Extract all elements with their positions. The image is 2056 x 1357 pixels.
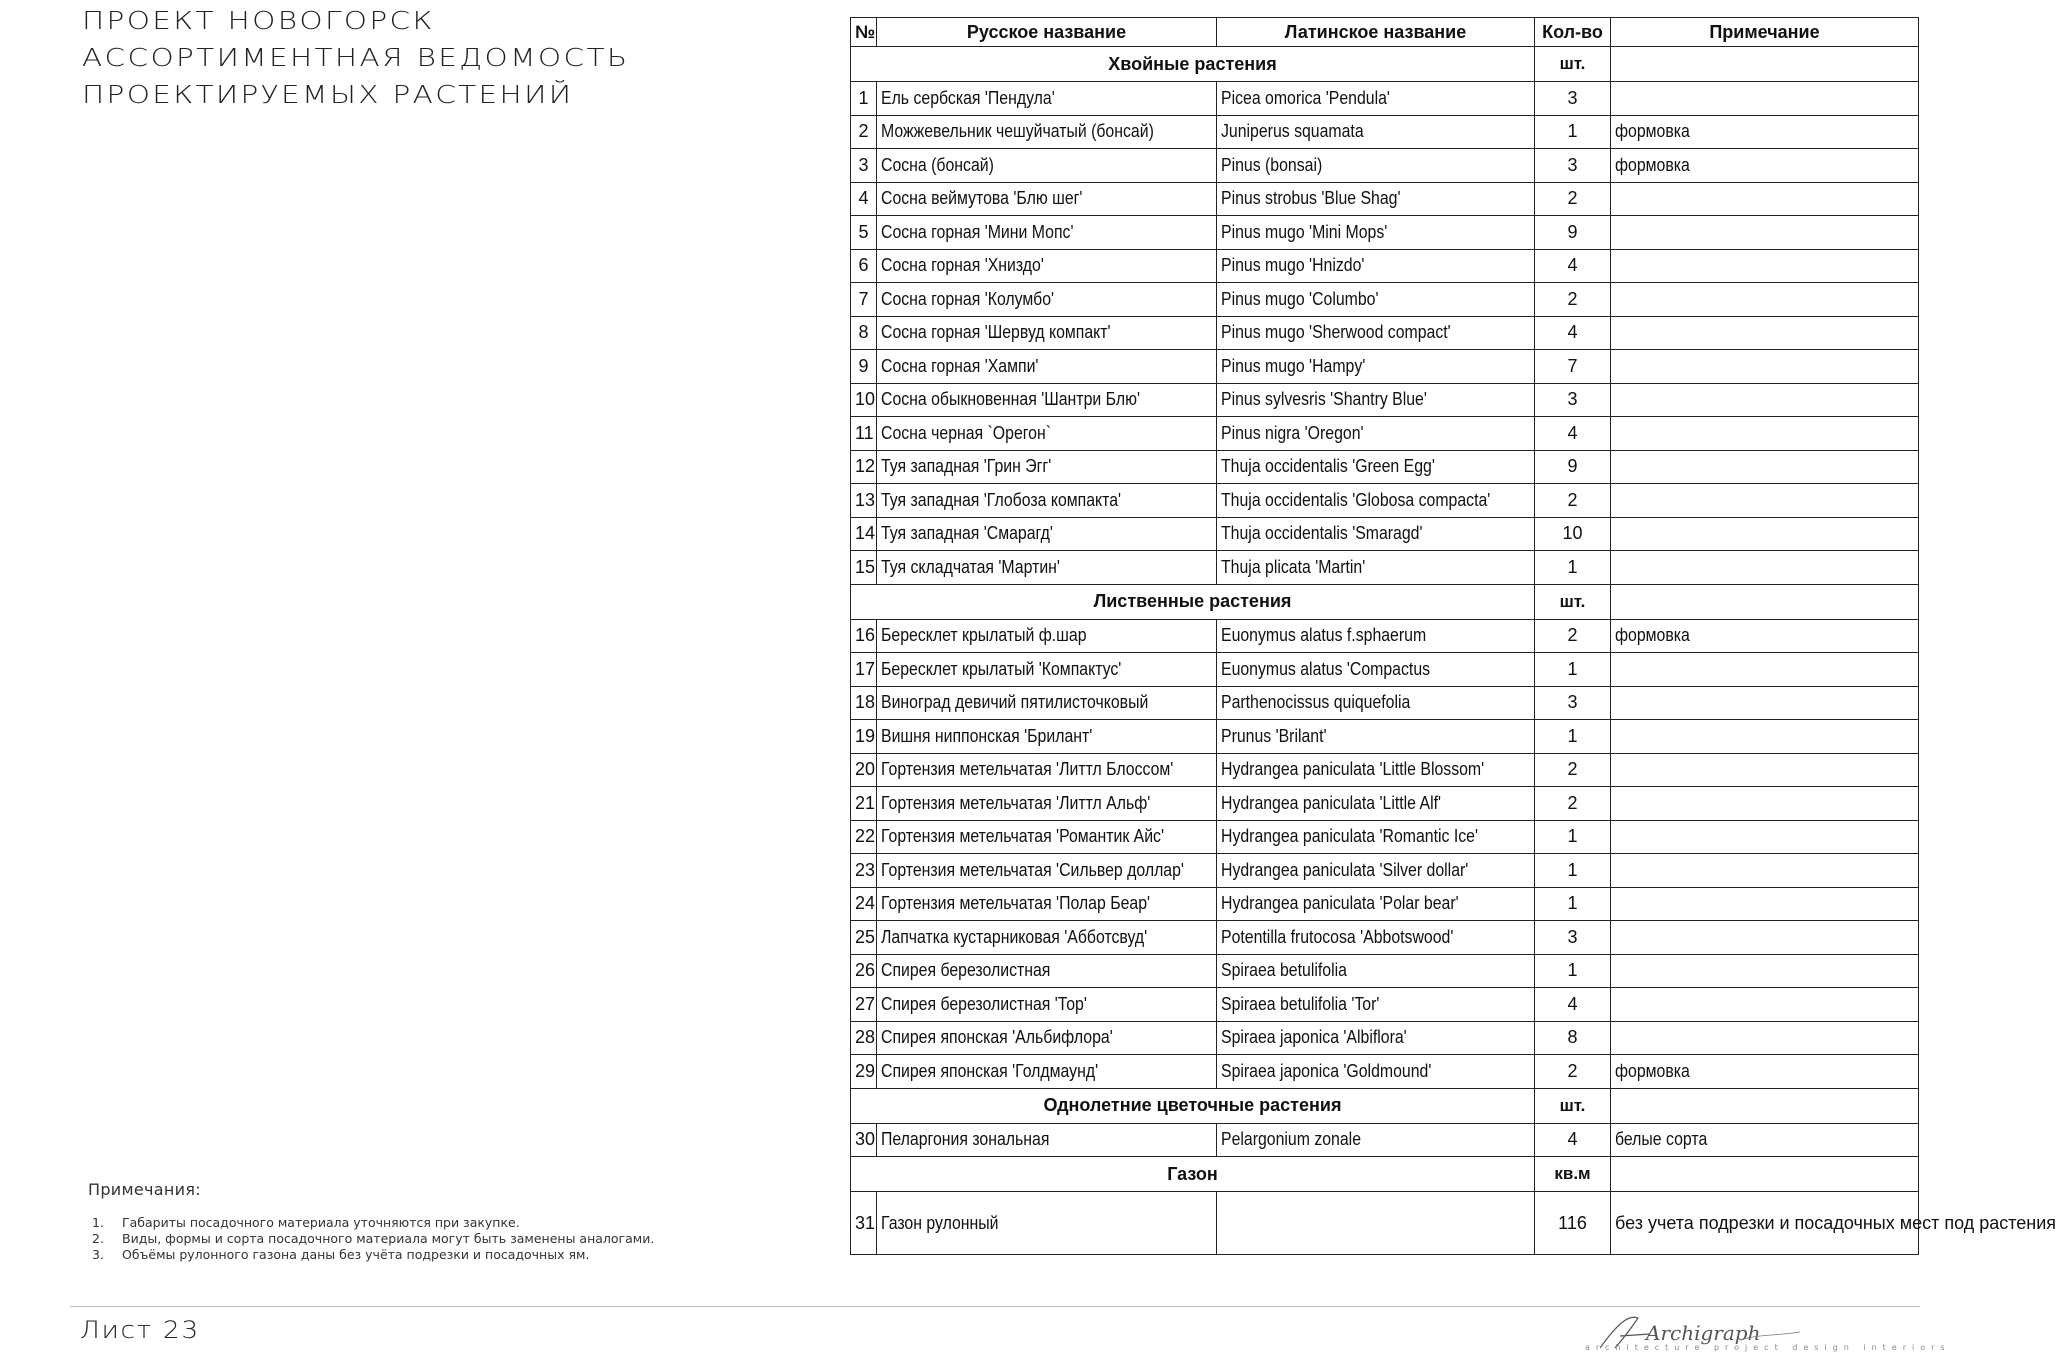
section-note-empty bbox=[1611, 47, 1919, 82]
latin-name-cell bbox=[1217, 720, 1535, 754]
row-number: 7 bbox=[851, 283, 877, 317]
quantity: 7 bbox=[1535, 350, 1611, 384]
title-block bbox=[82, 2, 630, 113]
footer-divider bbox=[70, 1306, 1920, 1307]
notes-title: Примечания: bbox=[88, 1180, 201, 1199]
row-number: 1 bbox=[851, 82, 877, 116]
latin-name-cell bbox=[1217, 820, 1535, 854]
quantity: 1 bbox=[1535, 887, 1611, 921]
quantity: 116 bbox=[1535, 1192, 1611, 1255]
quantity: 2 bbox=[1535, 1055, 1611, 1089]
latin-name-cell bbox=[1217, 653, 1535, 687]
project-title: ПРОЕКТ НОВОГОРСК bbox=[82, 6, 435, 35]
russian-name: Сосна горная 'Шервуд компакт' bbox=[881, 322, 1111, 343]
section-row bbox=[851, 1088, 1919, 1123]
header-latin-name: Латинское название bbox=[1217, 18, 1535, 47]
note: белые сорта bbox=[1615, 1129, 1708, 1150]
note: без учета подрезки и посадочных мест под растения bbox=[1615, 1213, 2056, 1233]
latin-name-cell bbox=[1217, 316, 1535, 350]
row-number: 10 bbox=[851, 383, 877, 417]
russian-name-cell bbox=[877, 182, 1217, 216]
latin-name-cell bbox=[1217, 115, 1535, 149]
quantity: 9 bbox=[1535, 450, 1611, 484]
note-cell bbox=[1611, 954, 1919, 988]
header-no: № bbox=[851, 18, 877, 47]
latin-name-cell bbox=[1217, 753, 1535, 787]
table-row bbox=[851, 350, 1919, 384]
section-title: Газон bbox=[851, 1157, 1535, 1192]
table-row bbox=[851, 383, 1919, 417]
russian-name: Спирея березолистная 'Тор' bbox=[881, 993, 1087, 1014]
russian-name: Гортензия метельчатая 'Романтик Айс' bbox=[881, 826, 1165, 847]
latin-name: Thuja occidentalis 'Globosa compacta' bbox=[1221, 489, 1491, 510]
row-number: 12 bbox=[851, 450, 877, 484]
table-row bbox=[851, 517, 1919, 551]
russian-name-cell bbox=[877, 686, 1217, 720]
russian-name: Сосна веймутова 'Блю шег' bbox=[881, 188, 1083, 209]
note-cell bbox=[1611, 787, 1919, 821]
note-cell bbox=[1611, 216, 1919, 250]
latin-name: Pinus mugo 'Hnizdo' bbox=[1221, 255, 1365, 276]
row-number: 18 bbox=[851, 686, 877, 720]
row-number: 15 bbox=[851, 551, 877, 585]
quantity: 4 bbox=[1535, 316, 1611, 350]
section-unit: шт. bbox=[1535, 47, 1611, 82]
russian-name: Спирея японская 'Голдмаунд' bbox=[881, 1060, 1099, 1081]
russian-name: Спирея японская 'Альбифлора' bbox=[881, 1027, 1113, 1048]
quantity: 3 bbox=[1535, 149, 1611, 183]
russian-name-cell bbox=[877, 1123, 1217, 1157]
note-text: Габариты посадочного материала уточняются при закупке. bbox=[122, 1215, 520, 1230]
logo-tagline: architecture project design interiors bbox=[1585, 1343, 1951, 1352]
latin-name-cell bbox=[1217, 249, 1535, 283]
russian-name: Гортензия метельчатая 'Сильвер доллар' bbox=[881, 859, 1184, 880]
latin-name: Pinus mugo 'Mini Mops' bbox=[1221, 221, 1388, 242]
latin-name-cell bbox=[1217, 551, 1535, 585]
quantity: 1 bbox=[1535, 820, 1611, 854]
logo-text: Archigraph bbox=[1646, 1321, 1761, 1345]
section-unit: шт. bbox=[1535, 584, 1611, 619]
note-number: 1. bbox=[92, 1215, 104, 1230]
row-number: 13 bbox=[851, 484, 877, 518]
latin-name: Hydrangea paniculata 'Silver dollar' bbox=[1221, 859, 1469, 880]
table-row bbox=[851, 450, 1919, 484]
note-number: 3. bbox=[92, 1247, 104, 1262]
russian-name-cell bbox=[877, 249, 1217, 283]
latin-name-cell bbox=[1217, 216, 1535, 250]
latin-name: Juniperus squamata bbox=[1221, 121, 1364, 142]
latin-name-cell bbox=[1217, 686, 1535, 720]
latin-name: Potentilla frutocosa 'Abbotswood' bbox=[1221, 926, 1454, 947]
table-row bbox=[851, 921, 1919, 955]
section-note-empty bbox=[1611, 584, 1919, 619]
latin-name: Thuja plicata 'Martin' bbox=[1221, 556, 1366, 577]
quantity: 2 bbox=[1535, 484, 1611, 518]
row-number: 30 bbox=[851, 1123, 877, 1157]
row-number: 22 bbox=[851, 820, 877, 854]
quantity: 4 bbox=[1535, 417, 1611, 451]
latin-name: Hydrangea paniculata 'Little Alf' bbox=[1221, 792, 1442, 813]
note: формовка bbox=[1615, 1060, 1690, 1081]
latin-name: Pinus strobus 'Blue Shag' bbox=[1221, 188, 1401, 209]
russian-name: Бересклет крылатый 'Компактус' bbox=[881, 658, 1122, 679]
note-cell bbox=[1611, 854, 1919, 888]
section-row bbox=[851, 1157, 1919, 1192]
russian-name: Сосна (бонсай) bbox=[881, 154, 994, 175]
table-header-row bbox=[851, 18, 1919, 47]
russian-name: Туя западная 'Смарагд' bbox=[881, 523, 1053, 544]
note-cell bbox=[1611, 653, 1919, 687]
note-cell bbox=[1611, 1192, 2056, 1255]
row-number: 11 bbox=[851, 417, 877, 451]
table-row bbox=[851, 653, 1919, 687]
quantity: 10 bbox=[1535, 517, 1611, 551]
russian-name-cell bbox=[877, 619, 1217, 653]
document-subtitle: ПРОЕКТИРУЕМЫХ РАСТЕНИЙ bbox=[82, 80, 574, 109]
russian-name-cell bbox=[877, 450, 1217, 484]
russian-name-cell bbox=[877, 954, 1217, 988]
table-body bbox=[851, 47, 2056, 1255]
russian-name-cell bbox=[877, 417, 1217, 451]
note: формовка bbox=[1615, 154, 1690, 175]
russian-name-cell bbox=[877, 149, 1217, 183]
russian-name-cell bbox=[877, 383, 1217, 417]
row-number: 19 bbox=[851, 720, 877, 754]
latin-name-cell bbox=[1217, 417, 1535, 451]
table-row bbox=[851, 988, 1919, 1022]
note-cell bbox=[1611, 686, 1919, 720]
latin-name: Hydrangea paniculata 'Polar bear' bbox=[1221, 893, 1459, 914]
latin-name: Spiraea japonica 'Goldmound' bbox=[1221, 1060, 1432, 1081]
latin-name-cell bbox=[1217, 484, 1535, 518]
russian-name: Газон рулонный bbox=[881, 1212, 999, 1233]
quantity: 3 bbox=[1535, 82, 1611, 116]
latin-name: Thuja occidentalis 'Green Egg' bbox=[1221, 456, 1435, 477]
russian-name-cell bbox=[877, 753, 1217, 787]
latin-name-cell bbox=[1217, 1021, 1535, 1055]
russian-name-cell bbox=[877, 653, 1217, 687]
russian-name: Сосна обыкновенная 'Шантри Блю' bbox=[881, 389, 1140, 410]
latin-name-cell bbox=[1217, 283, 1535, 317]
russian-name-cell bbox=[877, 854, 1217, 888]
russian-name-cell bbox=[877, 787, 1217, 821]
latin-name-cell bbox=[1217, 1055, 1535, 1089]
table-row bbox=[851, 149, 1919, 183]
latin-name-cell bbox=[1217, 82, 1535, 116]
russian-name: Лапчатка кустарниковая 'Абботсвуд' bbox=[881, 926, 1148, 947]
row-number: 9 bbox=[851, 350, 877, 384]
table-row bbox=[851, 115, 1919, 149]
note-cell bbox=[1611, 115, 1919, 149]
russian-name: Виноград девичий пятилисточковый bbox=[881, 692, 1149, 713]
quantity: 3 bbox=[1535, 921, 1611, 955]
table-row bbox=[851, 1021, 1919, 1055]
sheet-number: Лист 23 bbox=[80, 1316, 200, 1344]
note-cell bbox=[1611, 887, 1919, 921]
row-number: 21 bbox=[851, 787, 877, 821]
latin-name: Spiraea betulifolia 'Tor' bbox=[1221, 993, 1380, 1014]
table-row bbox=[851, 551, 1919, 585]
latin-name-cell bbox=[1217, 887, 1535, 921]
note-cell bbox=[1611, 753, 1919, 787]
table-row bbox=[851, 787, 1919, 821]
row-number: 16 bbox=[851, 619, 877, 653]
russian-name-cell bbox=[877, 720, 1217, 754]
table-row bbox=[851, 619, 1919, 653]
latin-name-cell bbox=[1217, 450, 1535, 484]
table-row bbox=[851, 484, 1919, 518]
russian-name: Сосна горная 'Колумбо' bbox=[881, 288, 1055, 309]
quantity: 4 bbox=[1535, 249, 1611, 283]
latin-name-cell bbox=[1217, 1123, 1535, 1157]
row-number: 27 bbox=[851, 988, 877, 1022]
quantity: 2 bbox=[1535, 787, 1611, 821]
note-cell bbox=[1611, 149, 1919, 183]
table-row bbox=[851, 316, 1919, 350]
latin-name: Euonymus alatus f.sphaerum bbox=[1221, 625, 1427, 646]
table-row bbox=[851, 720, 1919, 754]
plant-assortment-table bbox=[850, 17, 2056, 1255]
russian-name: Гортензия метельчатая 'Литтл Блоссом' bbox=[881, 759, 1174, 780]
latin-name: Parthenocissus quiquefolia bbox=[1221, 692, 1411, 713]
note-cell bbox=[1611, 350, 1919, 384]
latin-name: Spiraea japonica 'Albiflora' bbox=[1221, 1027, 1407, 1048]
notes-block bbox=[88, 1180, 654, 1263]
russian-name-cell bbox=[877, 1055, 1217, 1089]
latin-name: Hydrangea paniculata 'Little Blossom' bbox=[1221, 759, 1485, 780]
header-quantity: Кол-во bbox=[1535, 18, 1611, 47]
row-number: 31 bbox=[851, 1192, 877, 1255]
russian-name: Гортензия метельчатая 'Полар Беар' bbox=[881, 893, 1151, 914]
russian-name: Пеларгония зональная bbox=[881, 1129, 1050, 1150]
header-note: Примечание bbox=[1611, 18, 1919, 47]
note-cell bbox=[1611, 283, 1919, 317]
russian-name-cell bbox=[877, 517, 1217, 551]
note-cell bbox=[1611, 182, 1919, 216]
latin-name-cell bbox=[1217, 787, 1535, 821]
russian-name-cell bbox=[877, 115, 1217, 149]
latin-name-cell bbox=[1217, 921, 1535, 955]
note-cell bbox=[1611, 82, 1919, 116]
latin-name-cell bbox=[1217, 517, 1535, 551]
quantity: 1 bbox=[1535, 653, 1611, 687]
note-cell bbox=[1611, 316, 1919, 350]
latin-name: Pinus mugo 'Hampy' bbox=[1221, 355, 1366, 376]
russian-name-cell bbox=[877, 82, 1217, 116]
table-row bbox=[851, 82, 1919, 116]
note-cell bbox=[1611, 484, 1919, 518]
quantity: 2 bbox=[1535, 619, 1611, 653]
latin-name: Prunus 'Brilant' bbox=[1221, 725, 1327, 746]
row-number: 24 bbox=[851, 887, 877, 921]
note-cell bbox=[1611, 517, 1919, 551]
note-cell bbox=[1611, 720, 1919, 754]
latin-name-cell bbox=[1217, 854, 1535, 888]
latin-name: Pinus sylvesris 'Shantry Blue' bbox=[1221, 389, 1427, 410]
latin-name: Thuja occidentalis 'Smaragd' bbox=[1221, 523, 1423, 544]
document-title: АССОРТИМЕНТНАЯ ВЕДОМОСТЬ bbox=[82, 43, 630, 72]
table-row bbox=[851, 417, 1919, 451]
latin-name: Pinus (bonsai) bbox=[1221, 154, 1323, 175]
note-cell bbox=[1611, 619, 1919, 653]
row-number: 14 bbox=[851, 517, 877, 551]
table-row bbox=[851, 753, 1919, 787]
russian-name-cell bbox=[877, 551, 1217, 585]
row-number: 3 bbox=[851, 149, 877, 183]
quantity: 1 bbox=[1535, 115, 1611, 149]
note: формовка bbox=[1615, 625, 1690, 646]
note-number: 2. bbox=[92, 1231, 104, 1246]
note-text: Виды, формы и сорта посадочного материала могут быть заменены аналогами. bbox=[122, 1231, 655, 1246]
row-number: 28 bbox=[851, 1021, 877, 1055]
latin-name: Hydrangea paniculata 'Romantic Ice' bbox=[1221, 826, 1479, 847]
latin-name: Euonymus alatus 'Compactus bbox=[1221, 658, 1431, 679]
note-cell bbox=[1611, 988, 1919, 1022]
table-row bbox=[851, 216, 1919, 250]
quantity: 1 bbox=[1535, 954, 1611, 988]
quantity: 8 bbox=[1535, 1021, 1611, 1055]
latin-name: Pinus nigra 'Oregon' bbox=[1221, 422, 1364, 443]
russian-name-cell bbox=[877, 1021, 1217, 1055]
note-cell bbox=[1611, 249, 1919, 283]
russian-name-cell bbox=[877, 316, 1217, 350]
latin-name-cell bbox=[1217, 619, 1535, 653]
quantity: 2 bbox=[1535, 182, 1611, 216]
latin-name: Pinus mugo 'Sherwood compact' bbox=[1221, 322, 1451, 343]
russian-name: Сосна горная 'Хниздо' bbox=[881, 255, 1044, 276]
note-cell bbox=[1611, 551, 1919, 585]
quantity: 4 bbox=[1535, 1123, 1611, 1157]
note-cell bbox=[1611, 1055, 1919, 1089]
russian-name-cell bbox=[877, 350, 1217, 384]
note-cell bbox=[1611, 417, 1919, 451]
section-row bbox=[851, 47, 1919, 82]
note: формовка bbox=[1615, 121, 1690, 142]
russian-name: Ель сербская 'Пендула' bbox=[881, 87, 1055, 108]
quantity: 2 bbox=[1535, 753, 1611, 787]
latin-name-cell bbox=[1217, 383, 1535, 417]
table-row bbox=[851, 820, 1919, 854]
russian-name-cell bbox=[877, 1192, 1217, 1255]
row-number: 5 bbox=[851, 216, 877, 250]
row-number: 23 bbox=[851, 854, 877, 888]
row-number: 25 bbox=[851, 921, 877, 955]
russian-name-cell bbox=[877, 820, 1217, 854]
russian-name: Сосна черная `Орегон` bbox=[881, 422, 1052, 443]
note-cell bbox=[1611, 383, 1919, 417]
quantity: 1 bbox=[1535, 720, 1611, 754]
russian-name: Вишня ниппонская 'Брилант' bbox=[881, 725, 1093, 746]
table-row bbox=[851, 1192, 1919, 1255]
row-number: 4 bbox=[851, 182, 877, 216]
quantity: 9 bbox=[1535, 216, 1611, 250]
note-text: Объёмы рулонного газона даны без учёта подрезки и посадочных ям. bbox=[122, 1247, 590, 1262]
table-row bbox=[851, 1055, 1919, 1089]
note-cell bbox=[1611, 450, 1919, 484]
russian-name: Можжевельник чешуйчатый (бонсай) bbox=[881, 121, 1154, 142]
note-item bbox=[88, 1247, 654, 1263]
row-number: 2 bbox=[851, 115, 877, 149]
russian-name-cell bbox=[877, 921, 1217, 955]
section-note-empty bbox=[1611, 1157, 1919, 1192]
quantity: 2 bbox=[1535, 283, 1611, 317]
table-row bbox=[851, 283, 1919, 317]
latin-name-cell bbox=[1217, 350, 1535, 384]
section-title: Хвойные растения bbox=[851, 47, 1535, 82]
table-row bbox=[851, 887, 1919, 921]
quantity: 3 bbox=[1535, 383, 1611, 417]
section-note-empty bbox=[1611, 1088, 1919, 1123]
russian-name: Гортензия метельчатая 'Литтл Альф' bbox=[881, 792, 1151, 813]
note-cell bbox=[1611, 1123, 1919, 1157]
section-title: Однолетние цветочные растения bbox=[851, 1088, 1535, 1123]
note-cell bbox=[1611, 820, 1919, 854]
latin-name-cell bbox=[1217, 149, 1535, 183]
russian-name: Сосна горная 'Мини Мопс' bbox=[881, 221, 1074, 242]
russian-name: Бересклет крылатый ф.шар bbox=[881, 625, 1087, 646]
row-number: 8 bbox=[851, 316, 877, 350]
section-row bbox=[851, 584, 1919, 619]
russian-name: Туя западная 'Глобоза компакта' bbox=[881, 489, 1122, 510]
table-row bbox=[851, 854, 1919, 888]
latin-name: Pelargonium zonale bbox=[1221, 1129, 1362, 1150]
row-number: 17 bbox=[851, 653, 877, 687]
note-cell bbox=[1611, 921, 1919, 955]
note-item bbox=[88, 1215, 654, 1231]
latin-name: Spiraea betulifolia bbox=[1221, 960, 1347, 981]
table-row bbox=[851, 182, 1919, 216]
russian-name-cell bbox=[877, 887, 1217, 921]
latin-name: Picea omorica 'Pendula' bbox=[1221, 87, 1390, 108]
latin-name-cell bbox=[1217, 182, 1535, 216]
quantity: 3 bbox=[1535, 686, 1611, 720]
section-unit: шт. bbox=[1535, 1088, 1611, 1123]
row-number: 20 bbox=[851, 753, 877, 787]
latin-name-cell bbox=[1217, 988, 1535, 1022]
russian-name: Сосна горная 'Хампи' bbox=[881, 355, 1039, 376]
table-row bbox=[851, 686, 1919, 720]
latin-name-cell bbox=[1217, 954, 1535, 988]
note-item bbox=[88, 1231, 654, 1247]
quantity: 1 bbox=[1535, 854, 1611, 888]
row-number: 26 bbox=[851, 954, 877, 988]
row-number: 6 bbox=[851, 249, 877, 283]
russian-name-cell bbox=[877, 283, 1217, 317]
table-row bbox=[851, 249, 1919, 283]
russian-name: Спирея березолистная bbox=[881, 960, 1051, 981]
section-title: Лиственные растения bbox=[851, 584, 1535, 619]
quantity: 4 bbox=[1535, 988, 1611, 1022]
russian-name-cell bbox=[877, 484, 1217, 518]
latin-name-cell bbox=[1217, 1192, 1535, 1255]
quantity: 1 bbox=[1535, 551, 1611, 585]
russian-name: Туя западная 'Грин Эгг' bbox=[881, 456, 1052, 477]
note-cell bbox=[1611, 1021, 1919, 1055]
russian-name: Туя складчатая 'Мартин' bbox=[881, 556, 1060, 577]
table-row bbox=[851, 1123, 1919, 1157]
latin-name: Pinus mugo 'Columbo' bbox=[1221, 288, 1379, 309]
table-row bbox=[851, 954, 1919, 988]
header-russian-name: Русское название bbox=[877, 18, 1217, 47]
russian-name-cell bbox=[877, 216, 1217, 250]
russian-name-cell bbox=[877, 988, 1217, 1022]
section-unit: кв.м bbox=[1535, 1157, 1611, 1192]
row-number: 29 bbox=[851, 1055, 877, 1089]
